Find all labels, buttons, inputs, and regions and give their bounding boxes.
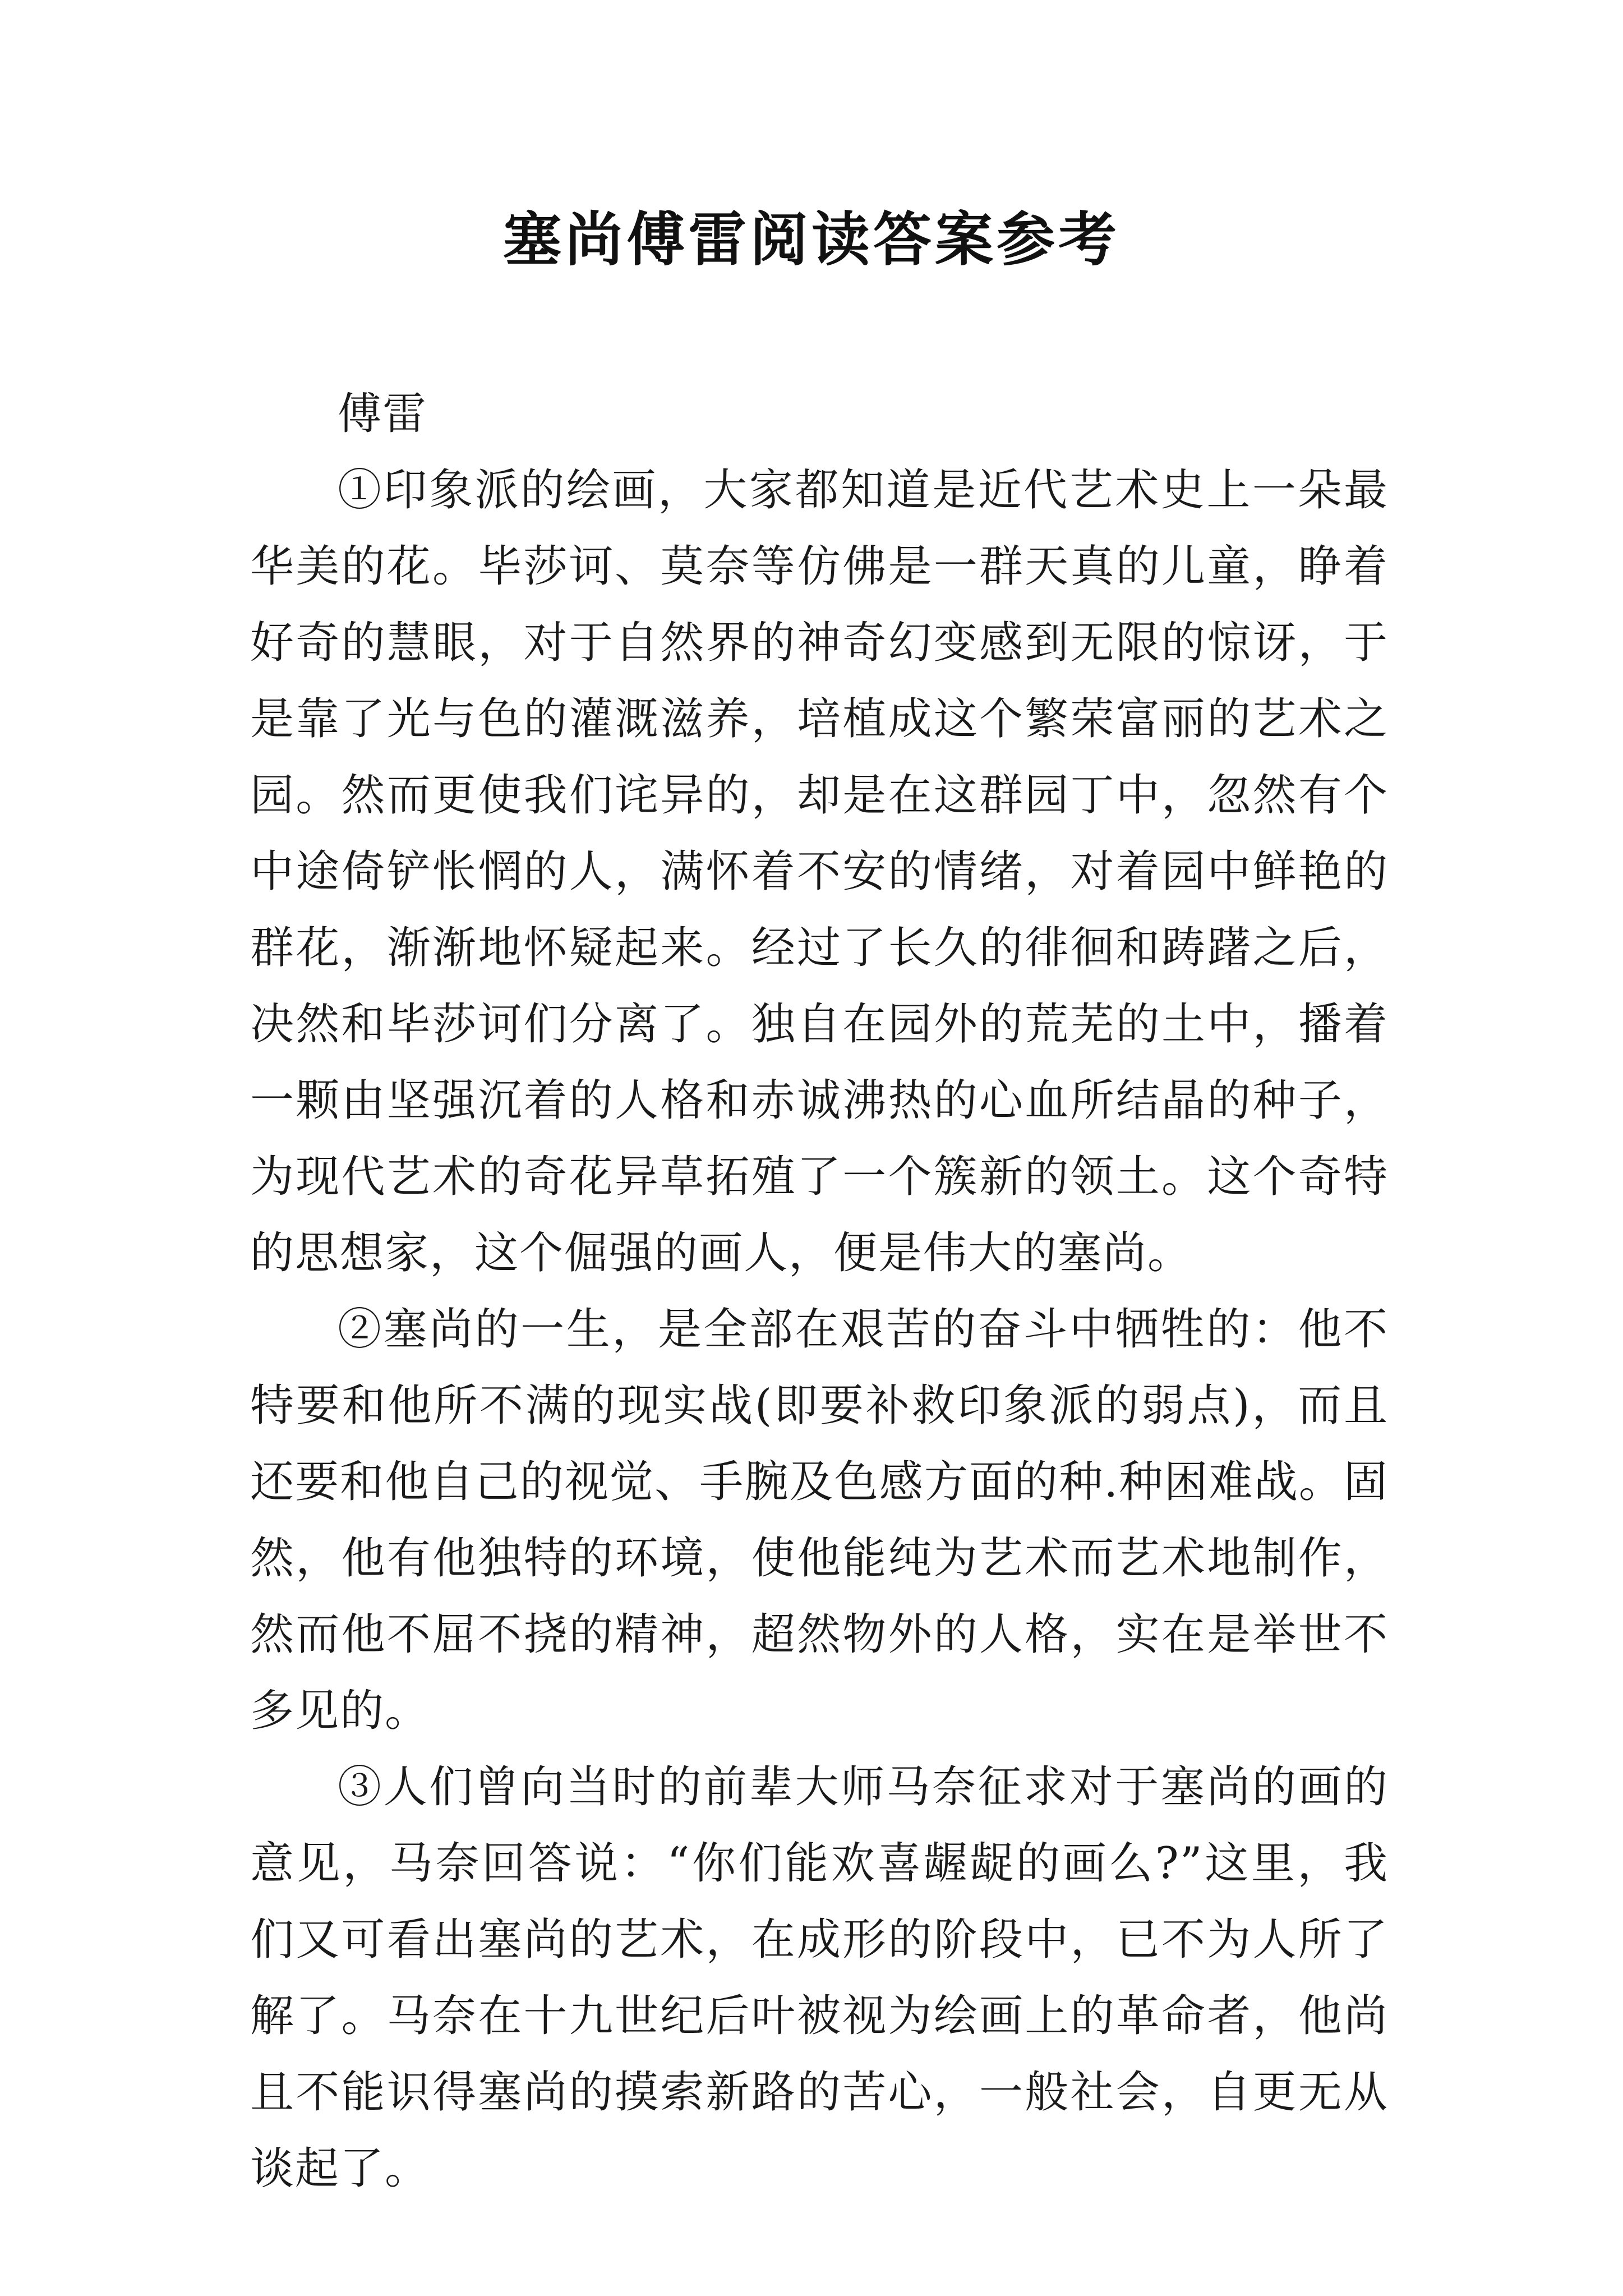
paragraph-1: ①印象派的绘画，大家都知道是近代艺术史上一朵最华美的花。毕莎诃、莫奈等仿佛是一群天真的儿童，睁着好奇的慧眼，对于自然界的神奇幻变感到无限的惊讶，于是靠了光与色的灌溉滋养，培植成这个繁荣富丽的艺术之园。然而更使我们诧异的，却是在这群园丁中，忽然有个中途倚铲怅惘的人，满怀着不安的情绪，对着园中鲜艳的群花，渐渐地怀疑起来。经过了长久的徘徊和踌躇之后，决然和毕莎诃们分离了。独自在园外的荒芜的土中，播着一颗由坚强沉着的人格和赤诚沸热的心血所结晶的种子，为现代艺术的奇花异草拓殖了一个簇新的领土。这个奇特的思想家，这个倔强的画人，便是伟大的塞尚。: [250, 465, 1389, 1278]
article-body: [250, 376, 1389, 2207]
document-title: 塞尚傅雷阅读答案参考: [502, 205, 1120, 274]
paragraph-3: ③人们曾向当时的前辈大师马奈征求对于塞尚的画的意见，马奈回答说：“你们能欢喜龌龊的画么?”这里，我们又可看出塞尚的艺术，在成形的阶段中，已不为人所了解了。马奈在十九世纪后叶被视为绘画上的革命者，他尚且不能识得塞尚的摸索新路的苦心，一般社会，自更无从谈起了。: [250, 1762, 1389, 2194]
paragraph-2: ②塞尚的一生，是全部在艰苦的奋斗中牺牲的：他不特要和他所不满的现实战(即要补救印象派的弱点)，而且还要和他自己的视觉、手腕及色感方面的种.种困难战。固然，他有他独特的环境，使他能纯为艺术而艺术地制作，然而他不屈不挠的精神，超然物外的人格，实在是举世不多见的。: [250, 1304, 1389, 1736]
author-name: 傅雷: [338, 389, 428, 439]
